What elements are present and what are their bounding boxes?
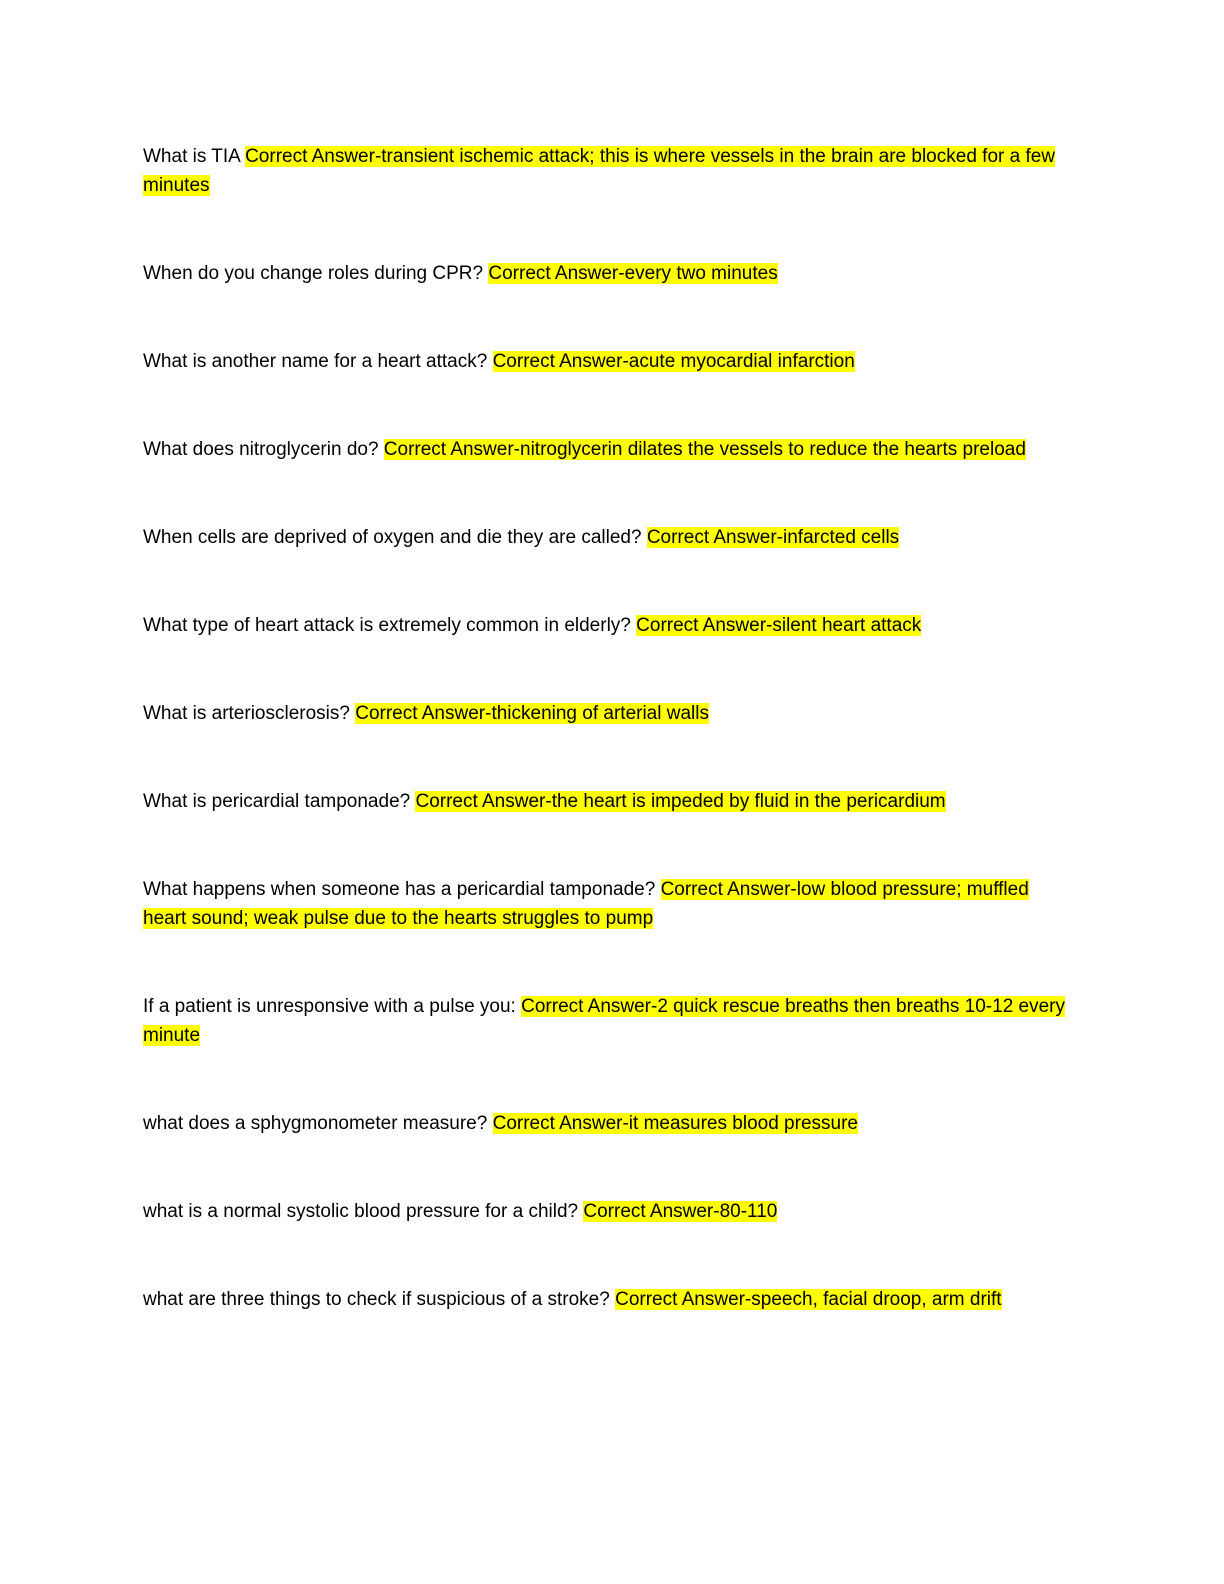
qa-item bbox=[143, 347, 1073, 376]
answer-highlight bbox=[583, 1201, 777, 1222]
answer-highlight bbox=[384, 439, 1026, 460]
question-text: What happens when someone has a pericardial tamponade? bbox=[143, 879, 656, 900]
question-text: what does a sphygmonometer measure? bbox=[143, 1113, 488, 1134]
answer-text: acute myocardial infarction bbox=[628, 351, 855, 372]
qa-item bbox=[143, 259, 1073, 288]
question-text: What does nitroglycerin do? bbox=[143, 439, 379, 460]
qa-item bbox=[143, 875, 1073, 933]
answer-text: 2 quick rescue breaths then breaths 10-12 every minute bbox=[143, 996, 1066, 1046]
question-text: If a patient is unresponsive with a pulse you: bbox=[143, 996, 516, 1017]
answer-highlight bbox=[615, 1289, 1002, 1310]
answer-text: nitroglycerin dilates the vessels to reduce the hearts preload bbox=[520, 439, 1026, 460]
qa-item bbox=[143, 611, 1073, 640]
qa-item bbox=[143, 435, 1073, 464]
answer-text: the heart is impeded by fluid in the pericardium bbox=[551, 791, 946, 812]
qa-item bbox=[143, 1197, 1073, 1226]
answer-prefix: Correct Answer- bbox=[383, 439, 520, 460]
question-text: What is pericardial tamponade? bbox=[143, 791, 411, 812]
document-page bbox=[143, 142, 1073, 1314]
question-text: What type of heart attack is extremely common in elderly? bbox=[143, 615, 631, 636]
answer-prefix: Correct Answer- bbox=[660, 879, 797, 900]
question-text: What is TIA bbox=[143, 146, 240, 167]
answer-text: silent heart attack bbox=[772, 615, 922, 636]
answer-highlight bbox=[647, 527, 899, 548]
answer-prefix: Correct Answer- bbox=[492, 1113, 629, 1134]
answer-prefix: Correct Answer- bbox=[488, 263, 625, 284]
answer-text: it measures blood pressure bbox=[628, 1113, 858, 1134]
answer-highlight bbox=[415, 791, 945, 812]
qa-item bbox=[143, 1285, 1073, 1314]
qa-item bbox=[143, 992, 1073, 1050]
answer-text: infarcted cells bbox=[783, 527, 900, 548]
answer-prefix: Correct Answer- bbox=[492, 351, 629, 372]
answer-text: transient ischemic attack; this is where vessels in the brain are blocked for a few minutes bbox=[143, 146, 1056, 196]
question-text: What is another name for a heart attack? bbox=[143, 351, 488, 372]
answer-highlight bbox=[636, 615, 921, 636]
answer-highlight bbox=[493, 351, 855, 372]
answer-prefix: Correct Answer- bbox=[636, 615, 773, 636]
question-text: When do you change roles during CPR? bbox=[143, 263, 484, 284]
qa-item bbox=[143, 699, 1073, 728]
answer-prefix: Correct Answer- bbox=[355, 703, 492, 724]
qa-item bbox=[143, 523, 1073, 552]
answer-prefix: Correct Answer- bbox=[646, 527, 784, 548]
question-text: What is arteriosclerosis? bbox=[143, 703, 350, 724]
answer-prefix: Correct Answer- bbox=[583, 1201, 720, 1222]
answer-text: low blood pressure; muffled heart sound; weak pulse due to the hearts struggles to pump bbox=[143, 879, 1029, 929]
answer-prefix: Correct Answer- bbox=[615, 1289, 752, 1310]
qa-item bbox=[143, 142, 1073, 200]
question-text: what is a normal systolic blood pressure for a child? bbox=[143, 1201, 579, 1222]
answer-highlight bbox=[143, 146, 1055, 196]
answer-prefix: Correct Answer- bbox=[245, 146, 382, 167]
answer-text: thickening of arterial walls bbox=[491, 703, 709, 724]
answer-text: every two minutes bbox=[624, 263, 778, 284]
qa-item bbox=[143, 1109, 1073, 1138]
answer-highlight bbox=[488, 263, 777, 284]
answer-text: speech, facial droop, arm drift bbox=[751, 1289, 1002, 1310]
answer-prefix: Correct Answer- bbox=[521, 996, 658, 1017]
question-text: When cells are deprived of oxygen and die they are called? bbox=[143, 527, 642, 548]
answer-prefix: Correct Answer- bbox=[415, 791, 552, 812]
answer-highlight bbox=[355, 703, 709, 724]
qa-item bbox=[143, 787, 1073, 816]
answer-highlight bbox=[493, 1113, 858, 1134]
question-text: what are three things to check if suspicious of a stroke? bbox=[143, 1289, 610, 1310]
answer-text: 80-110 bbox=[719, 1201, 778, 1222]
